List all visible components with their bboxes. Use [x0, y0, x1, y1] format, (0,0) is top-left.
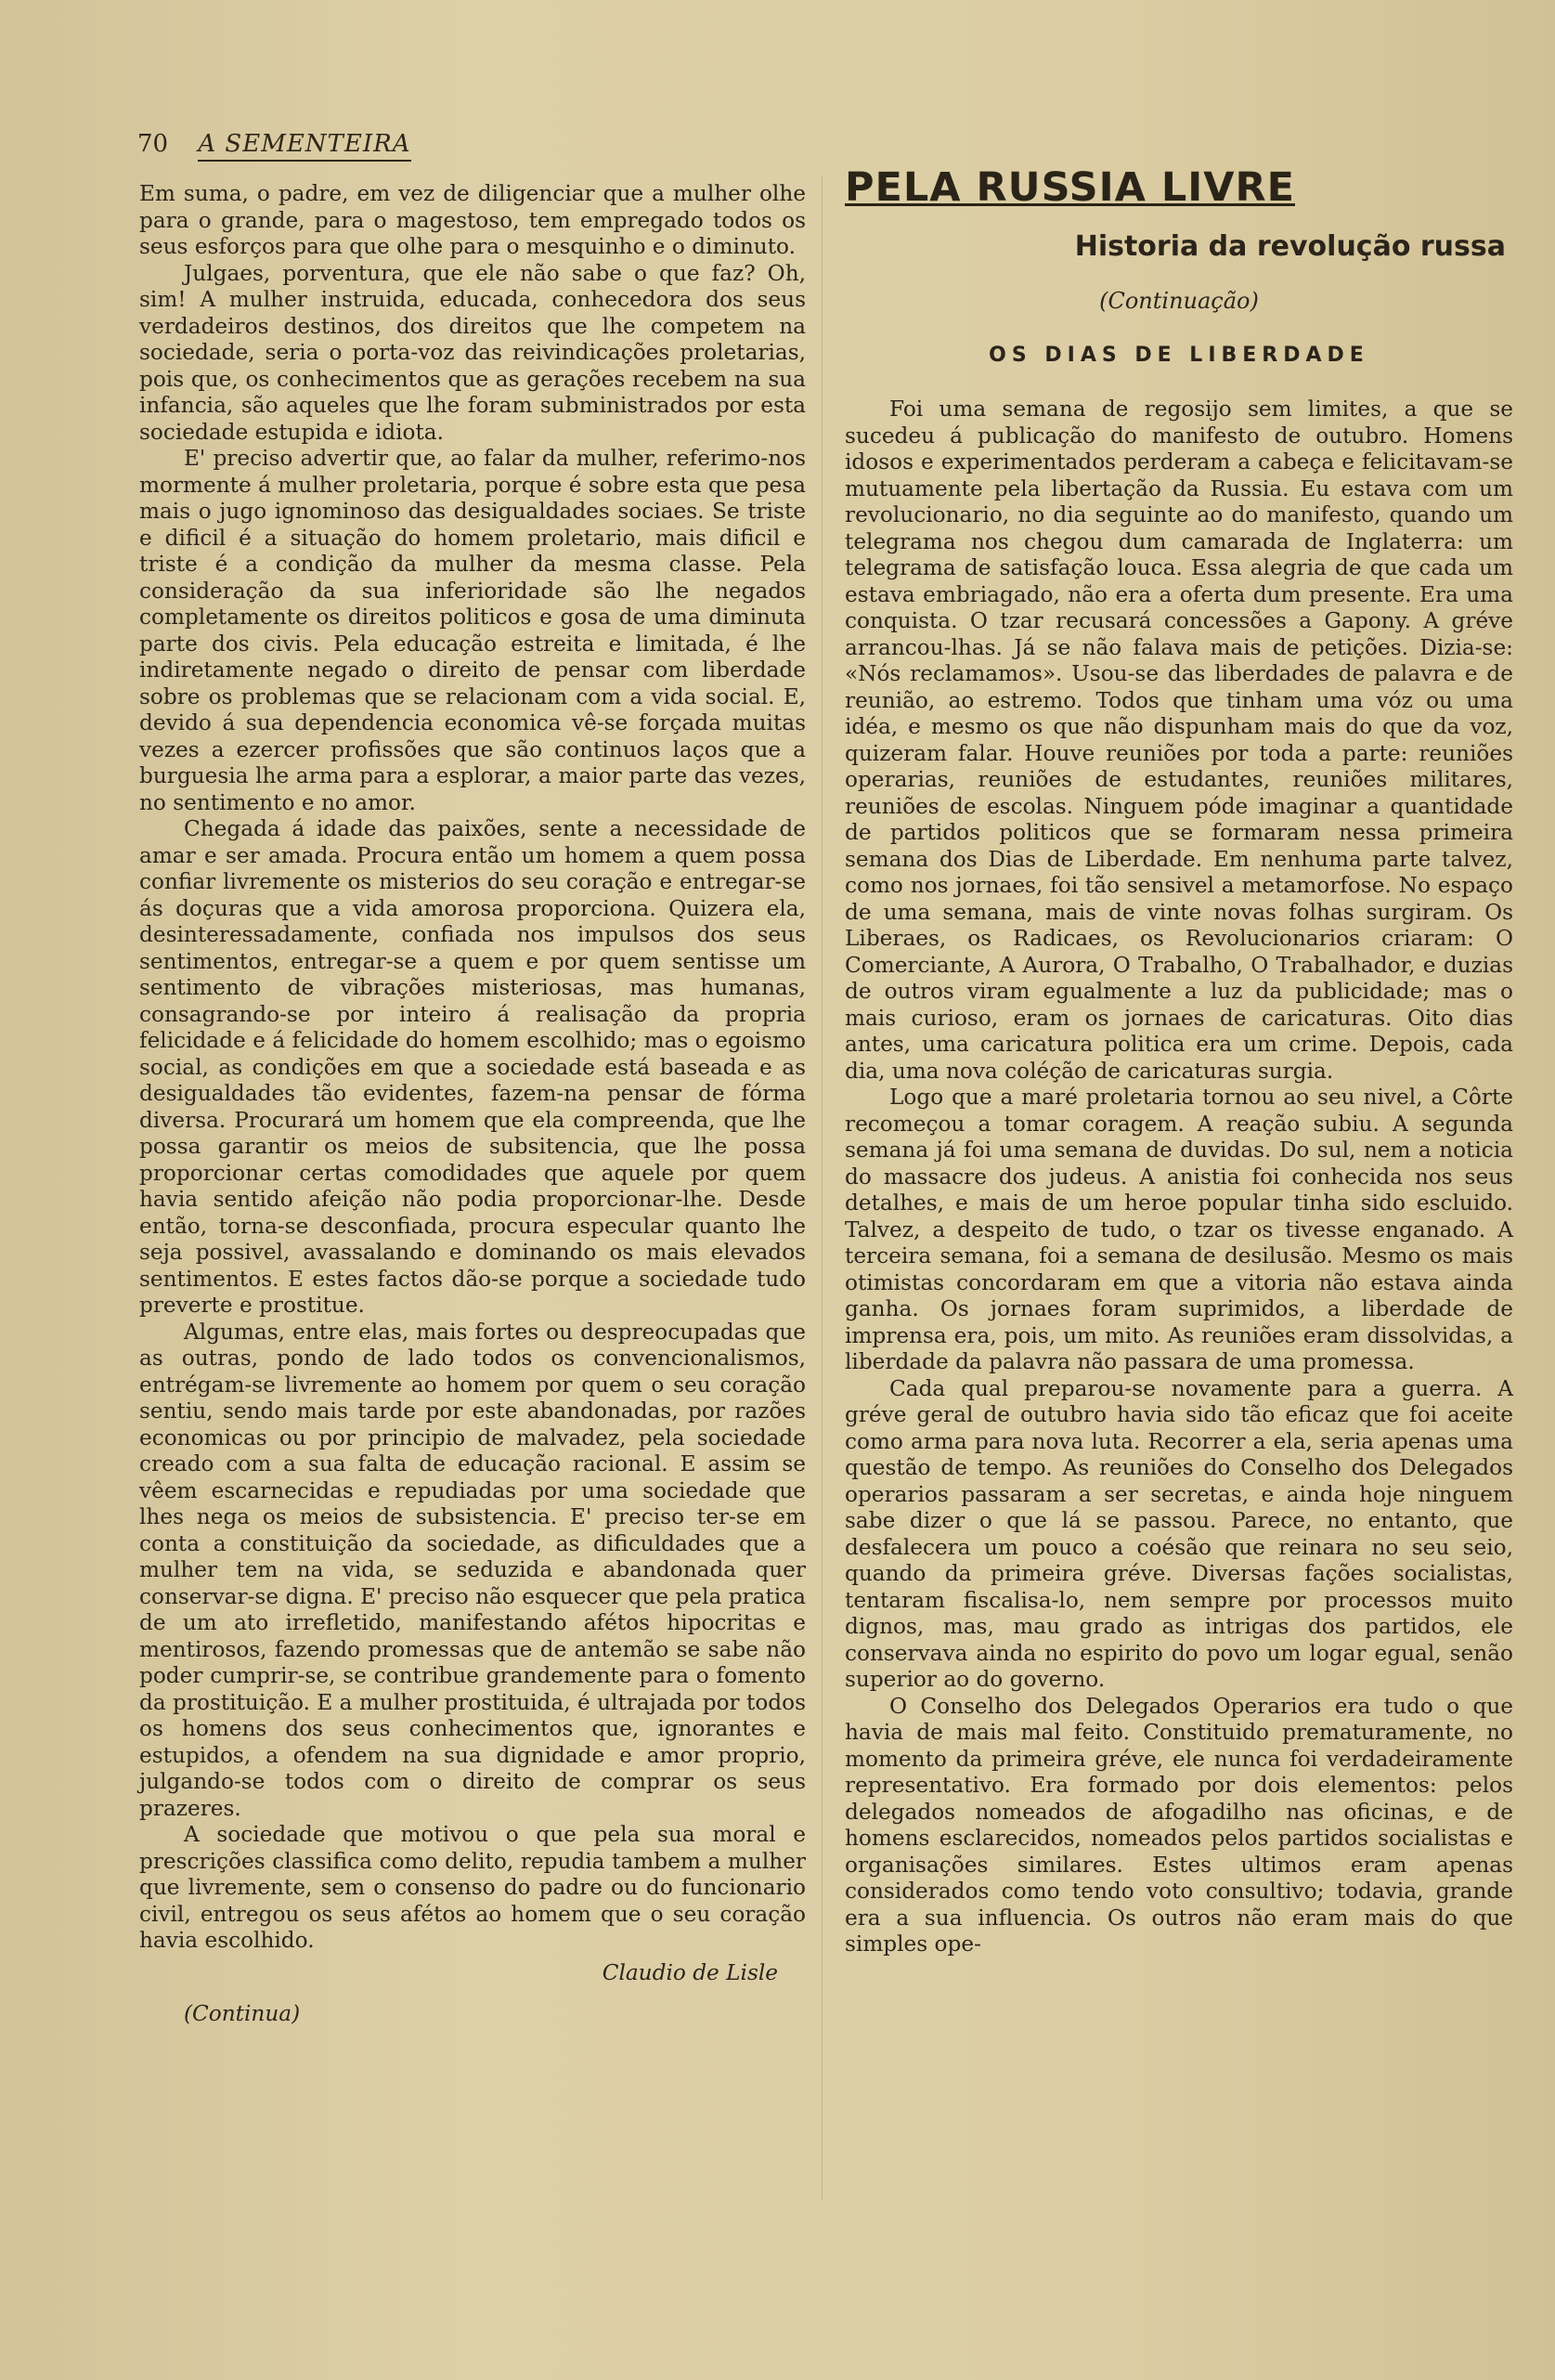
column-divider [822, 176, 823, 2201]
paragraph: Em suma, o padre, em vez de diligenciar que a mulher olhe para o grande, para o magestoso, tem empregado todos os seus esforços para que olhe para o mesquinho e o diminuto. [139, 181, 806, 259]
paragraph: A sociedade que motivou o que pela sua moral e prescrições classifica como delito, repudia tambem a mulher que livremente, sem o consenso do padre ou do funcionario civil, entregou os seus afétos ao homem que o seu coração havia escolhido. [139, 1822, 806, 1953]
author-signature: Claudio de Lisle [602, 1959, 778, 1985]
paragraph: Cada qual preparou-se novamente para a guerra. A gréve geral de outubro havia sido tão eficaz que foi aceite como arma para nova luta. Recorrer a ela, seria apenas uma questão de tempo. As reuniões do Conselho dos Delegados operarios passaram a ser secretas, e ainda hoje ninguem sabe dizer o que lá se passou. Parece, no entanto, que desfalecera um pouco a coésão que reinara no seu seio, quando da primeira gréve. Diversas fações socialistas, tentaram fiscalisa-lo, nem sempre por processos muito dignos, mas, mau grado as intrigas dos partidos, ele conservava ainda no espirito do povo um logar egual, senão superior ao do governo. [845, 1375, 1513, 1692]
page-number: 70 [137, 130, 169, 158]
paragraph: E' preciso advertir que, ao falar da mulher, referimo-nos mormente á mulher proletaria, porque é sobre esta que pesa mais o jugo ignominoso das desigualdades sociaes. Se triste e dificil é a situação do homem proletario, mais dificil e triste é a condição da mulher da mesma classe. Pela consideração da sua inferioridade são lhe negados completamente os direitos politicos e gosa de uma diminuta parte dos civis. Pela educação estreita e limitada, é lhe indiretamente negado o direito de pensar com liberdade sobre os problemas que se relacionam com a vida social. E, devido á sua dependencia economica vê-se forçada muitas vezes a ezercer profissões que são continuos laços que a burguesia lhe arma para a esplorar, a maior parte das vezes, no sentimento e no amor. [139, 446, 806, 815]
publication-title: A SEMENTEIRA [198, 130, 410, 162]
paragraph: Foi uma semana de regosijo sem limites, a que se sucedeu á publicação do manifesto de outubro. Homens idosos e experimentados perderam a cabeça e felicitavam-se mutuamente pela libertação da Russia. Eu estava com um revolucionario, no dia seguinte ao do manifesto, quando um telegrama nos chegou dum camarada de Inglaterra: um telegrama de satisfação louca. Essa alegria de que cada um estava embriagado, não era a oferta dum presente. Era uma conquista. O tzar recusará concessões a Gapony. A gréve arrancou-lhas. Já se não falava mais de petições. Dizia-se: «Nós reclamamos». Usou-se das liberdades de palavra e de reunião, ao estremo. Todos que tinham uma vóz ou uma idéa, e mesmo os que não dispunham mais do que da voz, quizeram falar. Houve reuniões por toda a parte: reuniões operarias, reuniões de estudantes, reuniões militares, reuniões de escolas. Ninguem póde imaginar a quantidade de partidos politicos que se formaram nessa primeira semana dos Dias de Liberdade. Em nenhuma parte talvez, como nos jornaes, foi tão sensivel a metamorfose. No espaço de uma semana, mais de vinte novas folhas surgiram. Os Liberaes, os Radicaes, os Revolucionarios criaram: O Comerciante, A Aurora, O Trabalho, O Trabalhador, e duzias de outros viram egualmente a luz da publicidade; mas o mais curioso, eram os jornaes de caricaturas. Oito dias antes, uma caricatura politica era um crime. Depois, cada dia, uma nova coléção de caricaturas surgia. [845, 397, 1513, 1084]
left-column-article [139, 181, 806, 2028]
continuation-note: (Continuação) [1099, 288, 1259, 314]
paragraph: O Conselho dos Delegados Operarios era tudo o que havia de mais mal feito. Constituido prematuramente, no momento da primeira gréve, ele nunca foi verdadeiramente representativo. Era formado por dois elementos: pelos delegados nomeados de afogadilho nas oficinas, e de homens esclarecidos, nomeados pelos partidos socialistas e organisações similares. Estes ultimos eram apenas considerados como tendo voto consultivo; todavia, grande era a sua influencia. Os outros não eram mais do que simples ope- [845, 1693, 1513, 1957]
section-heading: OS DIAS DE LIBERDADE [989, 343, 1369, 367]
continued-note: (Continua) [184, 2001, 301, 2026]
paragraph: Algumas, entre elas, mais fortes ou despreocupadas que as outras, pondo de lado todos os convencionalismos, entrégam-se livremente ao homem por quem o seu coração sentiu, sendo mais tarde por este abandonadas, por razões economicas ou por principio de malvadez, pela sociedade creado com a sua falta de educação racional. E assim se vêem escarnecidas e repudiadas por uma sociedade que lhes nega os meios de subsistencia. E' preciso ter-se em conta a constituição da sociedade, as dificuldades que a mulher tem na vida, se seduzida e abandonada quer conservar-se digna. E' preciso não esquecer que pela pratica de um ato irrefletido, manifestando afétos hipocritas e mentirosos, fazendo promessas que de antemão se sabe não poder cumprir-se, se contribue grandemente para o fomento da prostituição. E a mulher prostituida, é ultrajada por todos os homens dos seus conhecimentos que, ignorantes e estupidos, a ofendem na sua dignidade e amor proprio, julgando-se todos com o direito de comprar os seus prazeres. [139, 1319, 806, 1821]
page-header [137, 130, 411, 158]
right-column-article [845, 164, 1513, 1958]
paragraph: Julgaes, porventura, que ele não sabe o que faz? Oh, sim! A mulher instruida, educada, conhecedora dos seus verdadeiros destinos, dos direitos que lhe competem na sociedade, seria o porta-voz das reivindicações proletarias, pois que, os conhecimentos que as gerações recebem na sua infancia, são aqueles que lhe foram subministrados por esta sociedade estupida e idiota. [139, 260, 806, 445]
paragraph: Logo que a maré proletaria tornou ao seu nivel, a Côrte recomeçou a tomar coragem. A reação subiu. A segunda semana já foi uma semana de duvidas. Do sul, nem a noticia do massacre dos judeus. A anistia foi conhecida nos seus detalhes, e mais de um heroe popular tinha sido escluido. Talvez, a despeito de tudo, o tzar os tivesse enganado. A terceira semana, foi a semana de desilusão. Mesmo os mais otimistas concordaram em que a vitoria não estava ainda ganha. Os jornaes foram suprimidos, a liberdade de imprensa era, pois, um mito. As reuniões eram dissolvidas, a liberdade da palavra não passara de uma promessa. [845, 1085, 1513, 1374]
article-title: PELA RUSSIA LIVRE [845, 164, 1295, 211]
article-subtitle: Historia da revolução russa [1074, 229, 1506, 263]
paragraph: Chegada á idade das paixões, sente a necessidade de amar e ser amada. Procura então um homem a quem possa confiar livremente os misterios do seu coração e entregar-se ás doçuras que a vida amorosa proporciona. Quizera ela, desinteressadamente, confiada nos impulsos dos seus sentimentos, entregar-se a quem e por quem sentisse um sentimento de vibrações misteriosas, mas humanas, consagrando-se por inteiro á realisação da propria felicidade e á felicidade do homem escolhido; mas o egoismo social, as condições em que a sociedade está baseada e as desigualdades tão evidentes, fazem-na pensar de fórma diversa. Procurará um homem que ela compreenda, que lhe possa garantir os meios de subsitencia, que lhe possa proporcionar certas comodidades que aquele por quem havia sentido afeição não podia proporcionar-lhe. Desde então, torna-se desconfiada, procura especular quanto lhe seja possivel, avassalando e dominando os mais elevados sentimentos. E estes factos dão-se porque a sociedade tudo preverte e prostitue. [139, 816, 806, 1318]
